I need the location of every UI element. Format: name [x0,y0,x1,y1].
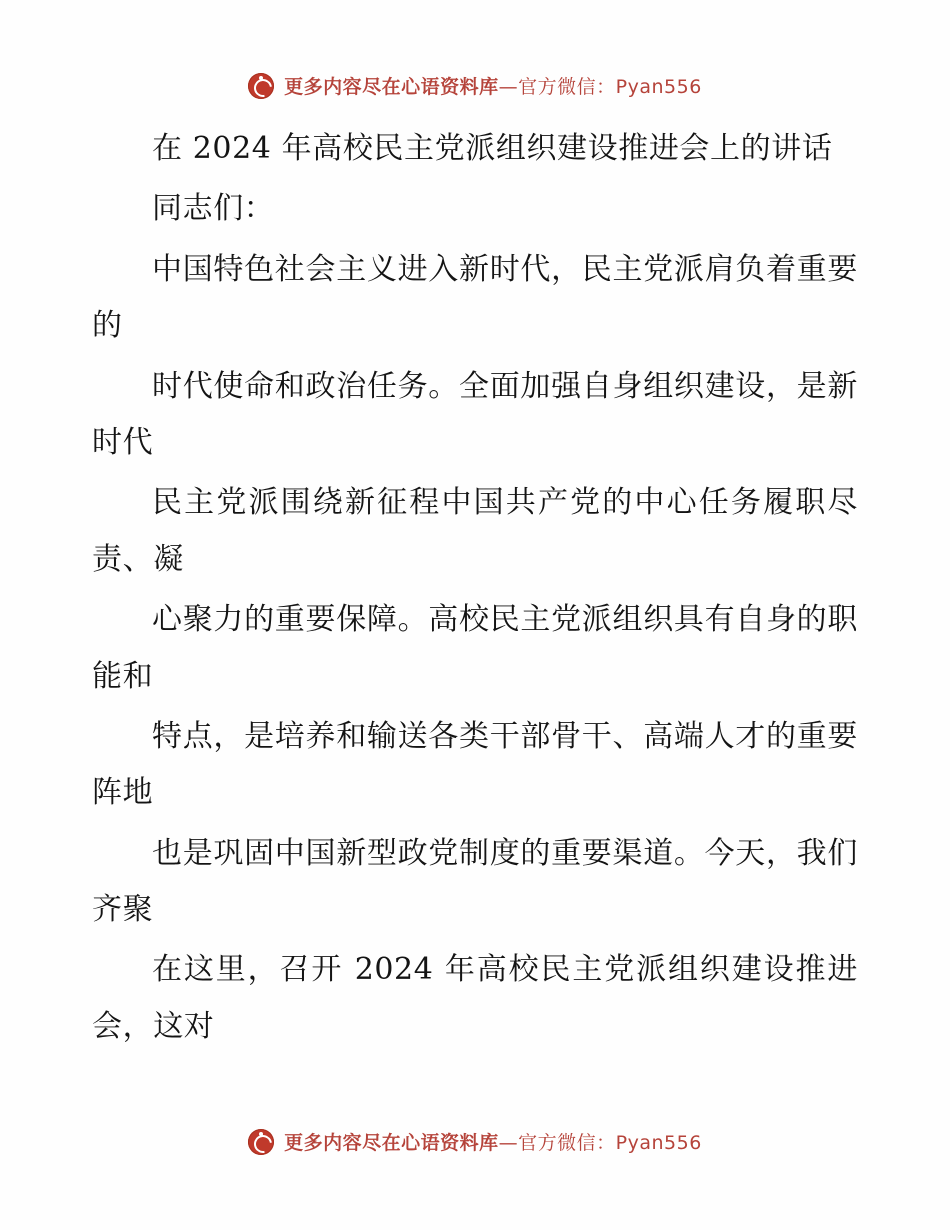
paragraph-line: 在这里，召开 2024 年高校民主党派组织建设推进会，这对 [92,952,858,1044]
paragraph-line: 特点，是培养和输送各类干部骨干、高端人才的重要阵地 [92,718,858,811]
watermark-text [284,1128,702,1155]
watermark-footer [0,1128,950,1155]
watermark-main: 更多内容尽在心语资料库 [284,76,499,98]
paragraph-line: 也是巩固中国新型政党制度的重要渠道。今天，我们齐聚 [92,835,858,928]
watermark-main: 更多内容尽在心语资料库 [284,1132,499,1154]
paragraph-line: 心聚力的重要保障。高校民主党派组织具有自身的职能和 [92,602,858,694]
paragraph-line: 中国特色社会主义进入新时代，民主党派肩负着重要的 [92,251,858,344]
document-text-body [92,121,858,1059]
watermark-separator: — [498,76,519,98]
watermark-tail: 官方微信：Pyan556 [518,76,702,98]
seal-icon [248,1129,274,1155]
document-title-line: 在 2024 年高校民主党派组织建设推进会上的讲话 [152,131,833,166]
watermark-tail: 官方微信：Pyan556 [518,1132,702,1154]
paragraph-line: 时代使命和政治任务。全面加强自身组织建设，是新时代 [92,368,858,460]
watermark-header [0,72,950,99]
paragraph-line: 民主党派围绕新征程中国共产党的中心任务履职尽责、凝 [92,485,858,577]
seal-icon [248,73,274,99]
watermark-separator: — [498,1132,519,1154]
salutation-line: 同志们： [152,191,275,227]
watermark-text [284,72,702,99]
